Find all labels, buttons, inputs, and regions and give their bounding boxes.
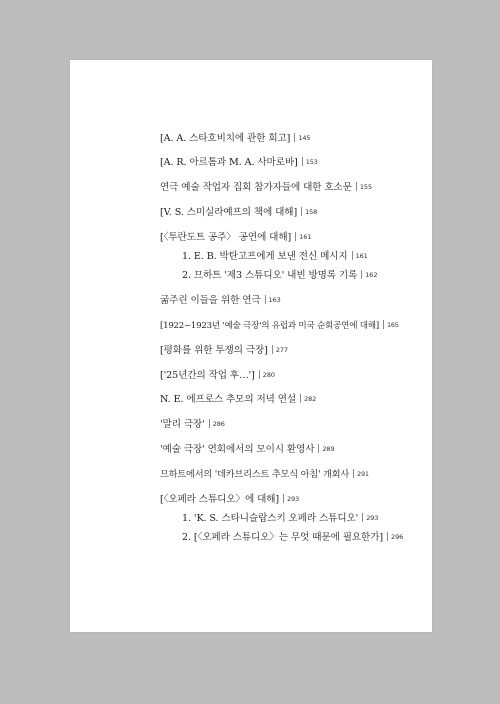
toc-entry-page: 153 — [305, 158, 318, 166]
toc-entry — [160, 206, 317, 219]
toc-entry-title: [〈오페라 스튜디오〉에 대해] — [160, 494, 280, 505]
toc-entry — [160, 156, 318, 169]
toc-subentry — [182, 512, 378, 525]
toc-entry-page: 282 — [304, 395, 317, 403]
separator-bar — [356, 182, 357, 191]
toc-subentry — [182, 250, 368, 263]
toc-entry-page: 296 — [391, 533, 404, 541]
toc-entry-page: 165 — [386, 321, 399, 329]
toc-entry-title: [V. S. 스미실라예프의 책에 대해] — [160, 207, 298, 218]
separator-bar — [383, 320, 384, 329]
separator-bar — [318, 444, 319, 453]
toc-entry — [160, 468, 369, 481]
toc-entry-page: 161 — [355, 252, 368, 260]
toc-entry-title: [〈투란도트 공주〉 공연에 대해] — [160, 232, 292, 243]
toc-entry-title: [1922~1923년 '예술 극장'의 유럽과 미국 순회공연에 대해] — [160, 321, 379, 331]
separator-bar — [301, 207, 302, 216]
toc-entry-title: '말리 극장' — [160, 419, 205, 430]
book-page — [70, 60, 432, 632]
toc-entry-page: 291 — [357, 470, 369, 478]
toc-entry-page: 158 — [305, 208, 318, 216]
toc-entry-page: 280 — [262, 371, 275, 379]
separator-bar — [259, 370, 260, 379]
separator-bar — [265, 295, 266, 304]
toc-entry — [160, 443, 335, 456]
toc-entry — [160, 493, 299, 506]
toc-entry-title: 1. E. B. 박탄고프에게 보낸 전신 메시지 — [182, 251, 348, 262]
toc-entry-page: 145 — [298, 134, 311, 142]
toc-entry-title: 2. 므하트 '제3 스튜디오' 내빈 방명록 기록 — [182, 270, 358, 281]
toc-entry-title: [A. R. 아르톰과 M. A. 사마로바] — [160, 157, 298, 168]
toc-entry-page: 277 — [275, 346, 288, 354]
separator-bar — [353, 469, 354, 478]
separator-bar — [302, 157, 303, 166]
separator-bar — [209, 419, 210, 428]
toc-entry — [160, 344, 288, 357]
separator-bar — [387, 532, 388, 541]
toc-entry-title: 므하트에서의 '데카브리스트 추모식 아침' 개회사 — [160, 469, 350, 480]
toc-entry-page: 293 — [366, 514, 379, 522]
toc-entry — [160, 369, 275, 382]
separator-bar — [283, 494, 284, 503]
separator-bar — [362, 513, 363, 522]
toc-entry-page: 161 — [299, 233, 312, 241]
toc-entry-title: ['25년간의 작업 후…'] — [160, 370, 255, 381]
separator-bar — [294, 133, 295, 142]
table-of-contents — [70, 60, 432, 632]
toc-entry — [160, 418, 225, 431]
toc-subentry — [182, 269, 377, 282]
separator-bar — [300, 394, 301, 403]
separator-bar — [295, 232, 296, 241]
toc-entry-page: 293 — [287, 495, 300, 503]
toc-entry — [160, 231, 311, 244]
toc-entry — [160, 132, 310, 145]
toc-entry-title: N. E. 에프로스 추모의 저녁 연설 — [160, 394, 297, 405]
toc-entry-title: [평화를 위한 투쟁의 극장] — [160, 345, 268, 356]
toc-entry-title: 1. 'K. S. 스타니슬랍스키 오페라 스튜디오' — [182, 513, 359, 524]
toc-entry-title: 연극 예술 작업자 집회 참가자들에 대한 호소문 — [160, 182, 352, 193]
toc-entry-title: [A. A. 스타호비치에 관한 회고] — [160, 133, 291, 144]
toc-entry — [160, 393, 316, 406]
toc-entry-title: '예술 극장' 연회에서의 모이시 환영사 — [160, 444, 315, 455]
toc-entry — [160, 294, 281, 307]
toc-entry-page: 289 — [322, 445, 335, 453]
toc-entry — [160, 319, 399, 332]
toc-subentry — [182, 531, 403, 544]
toc-entry-page: 286 — [212, 420, 225, 428]
toc-entry — [160, 181, 372, 194]
separator-bar — [361, 270, 362, 279]
separator-bar — [272, 345, 273, 354]
toc-entry-page: 163 — [268, 296, 281, 304]
separator-bar — [352, 251, 353, 260]
toc-entry-title: 2. [〈오페라 스튜디오〉는 무엇 때문에 필요한가] — [182, 532, 384, 543]
toc-entry-page: 155 — [359, 183, 372, 191]
toc-entry-page: 162 — [365, 271, 378, 279]
toc-entry-title: 굶주린 이들을 위한 연극 — [160, 295, 261, 306]
